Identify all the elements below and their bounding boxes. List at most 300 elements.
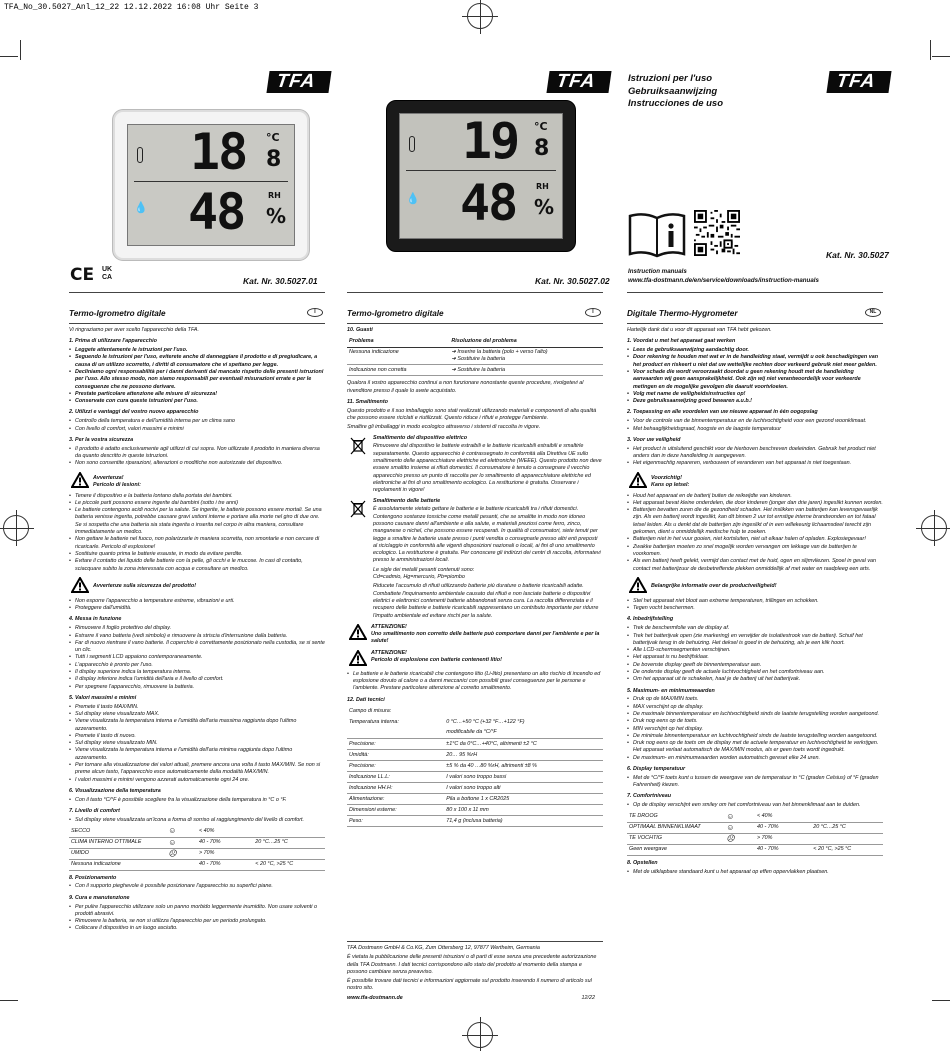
table-cell: Alimentazione: (347, 794, 444, 805)
instruction-manuals (628, 267, 819, 285)
bullet-list (69, 883, 325, 890)
section-heading: 8. Posizionamento (69, 874, 117, 881)
list-item: • Batterijen bevatten zuren die de gezondheid schaden. Het inslikken van batterijen kan levensgevaarlijk zijn. Als een batterij wordt ingeslikt, kan dit binnen 2 uur tot ernstige interne brandwonden en tot fataal letsel leiden. Als u denkt dat de batterijen zijn ingeslikt of in een willekeurig lichaamsdeel terecht zijn gekomen, dient u onmiddellijk medische hulp te zoeken. (627, 507, 883, 536)
footer-note: È possibile trovare dati tecnici e informazioni aggiornate sul prodotto inserendo il numero di articolo sul nostro sito. (347, 978, 592, 992)
list-item: • Viene visualizzata la temperatura interna e l'umidità dell'aria minima raggiunta dopo l'ultimo azzeramento. (69, 747, 325, 762)
temperature-unit: °C (266, 131, 280, 144)
table-cell: Indicazione HH.H: (347, 783, 444, 794)
table-cell: I valori sono troppo bassi (444, 772, 603, 783)
table-row (627, 812, 883, 823)
section-heading: 4. Inbedrijfstelling (627, 616, 674, 623)
bullet-list (627, 775, 883, 790)
tfa-logo: TFA (266, 71, 325, 93)
bullet-list (69, 704, 325, 784)
column-italian-2 (347, 308, 603, 827)
list-item: • Met de °C/°F toets kunt u tussen de weergave van de temperatuur in °C (graden Celsius) of °F (graden Fahrenheit) kiezen. (627, 775, 883, 790)
list-item: • Het apparaat is nu bedrijfsklaar. (627, 654, 883, 661)
divider (347, 292, 603, 293)
thermometer-icon (137, 147, 143, 163)
bullet-list (69, 797, 325, 804)
crop-mark (930, 40, 931, 60)
list-item: • Premete il tasto MAX/MIN. (69, 704, 325, 711)
list-item: • Trek de beschermfolie van de display af. (627, 625, 883, 632)
section-heading: 4. Messa in funzione (69, 616, 122, 623)
footer-address: TFA Dostmann GmbH & Co.KG, Zum Ottersberg 12, 97877 Wertheim, Germania (347, 945, 540, 951)
table-cell: ➔ Sostituire la batteria (449, 365, 603, 376)
table-cell: ±1°C da 0°C…+40°C, altrimenti ±2 °C (444, 739, 603, 750)
table-cell: 0 °C…+50 °C (+32 °F…+122 °F) (446, 718, 525, 725)
list-item: • Volg met name de veiligheidsinstructies op! (627, 391, 883, 398)
bullet-list (627, 493, 883, 573)
list-item: • Con il supporto pieghevole è possibile posizionare l'apparecchio su superfici piane. (69, 883, 325, 890)
paragraph: È assolutamente vietato gettare le batterie e le batterie ricaricabili tra i rifiuti domestici. Contengono sostanze tossiche come metalli pesanti, che se smaltite in modo non idoneo possono causare danni all'ambiente e alla salute, e materiali preziosi come ferro, zinco, manganese o nichel, che possono essere recuperati. In qualità di consumatori, siete tenuti per legge a smaltire le batterie usate presso i punti vendita o consegnarle presso altri enti preposti al riciclaggio in conformità alle vigenti disposizioni nazionali o locali, ai fini di uno smaltimento ecologico. La restituzione è gratuita. Per conoscere gli indirizzi dei centri di raccolta, informatevi presso le amministrazioni locali. (373, 506, 601, 564)
list-item: • Far di nuovo rientrare il vano batterie. Il coperchio è correttamente posizionato nella custodia, se si sente un clic. (69, 640, 325, 655)
section-heading: 6. Visualizzazione della temperatura (69, 787, 161, 794)
warning-line: Pericolo di lesioni: (93, 481, 141, 488)
warning-icon (71, 472, 89, 488)
table-row (69, 848, 325, 859)
crop-mark (932, 1000, 950, 1001)
arrow-text: ➔ Sostituire la batteria (451, 356, 506, 363)
bullet-list (627, 869, 883, 876)
table-cell (724, 845, 755, 856)
solution-text: Sostituire la batteria (457, 356, 506, 363)
table-cell: < 40% (197, 826, 253, 837)
list-item: • Lees de gebruiksaanwijzing aandachtig door. (627, 347, 883, 354)
footer-date: 12/22 (581, 994, 595, 1001)
table-cell: Temperatura interna: (349, 718, 399, 725)
column-dutch (627, 308, 883, 876)
block-title: Smaltimento delle batterie (373, 497, 441, 504)
paragraph: Qualora il vostro apparecchio continui a non funzionare nonostante queste procedure, rivolgetevi al rivenditore presso il quale lo avete acquistato. (347, 380, 584, 394)
list-item: • Leggete attentamente le istruzioni per l'uso. (69, 347, 325, 354)
smiley-icon: ☺ (166, 826, 197, 837)
list-item: • Seguendo le istruzioni per l'uso, eviterete anche di danneggiare il prodotto e di pregiudicare, a causa di un utilizzo scorretto, i diritti di consumatore che vi spettano per legge. (69, 354, 325, 369)
temperature-value: 19 (462, 112, 519, 170)
rh-label: RH (268, 191, 281, 200)
crossed-bin-icon (349, 500, 367, 518)
disposal-device-block (347, 435, 603, 495)
list-item: • Per tornare alla visualizzazione dei valori attuali, premere ancora una volta il tasto MAX/MIN. Se non si preme alcun tasto, l'apparecchio esce automaticamente dalla modalità MAX/MIN. (69, 762, 325, 777)
section-heading: 5. Maximum- en minimumwaarden (627, 687, 715, 694)
table-cell (347, 728, 444, 739)
table-cell: TE DROOG (627, 812, 724, 823)
section-heading: 8. Opstellen (627, 860, 658, 867)
table-row (347, 805, 603, 816)
list-item: • Sul display viene visualizzato MIN. (69, 740, 325, 747)
warning-line: ATTENZIONE! (371, 649, 407, 656)
disposal-battery-block (347, 498, 603, 620)
table-row (347, 347, 603, 365)
paragraph: Rimuovere dal dispositivo le batterie estraibili e le batterie ricaricabili estraibili e smaltirle separatamente. Questo apparecchio è contrassegnato in conformità alla Direttiva UE sullo smaltimento delle apparecchiature elettriche ed elettroniche (WEEE). Questo prodotto non deve essere smaltito insieme ai rifiuti domestici. Il consumatore è tenuto a consegnare il vecchio apparecchio presso un punto di raccolta per lo smaltimento di apparecchiature elettriche ed elettroniche ai fini di uno smaltimento ecologico. La restituzione è gratuita. Osservare i regolamenti in vigore! (373, 443, 602, 494)
kat-number-right: Kat. Nr. 30.5027 (826, 250, 889, 260)
warning-icon (71, 577, 89, 593)
warning-title: Avvertenze sulla sicurezza del prodotto! (93, 582, 197, 589)
section-heading: 9. Cura e manutenzione (69, 894, 130, 901)
table-header: Risoluzione del problema (449, 336, 603, 347)
section-title (347, 308, 603, 321)
table-header-row (347, 336, 603, 347)
table-cell: Precisione: (347, 739, 444, 750)
table-cell: TE VOCHTIG (627, 834, 724, 845)
list-item: • De bovenste display geeft de binnentemperatuur aan. (627, 662, 883, 669)
table-cell (444, 706, 603, 717)
lcd-display (399, 113, 563, 239)
table-cell: CLIMA INTERNO OTTIMALE (69, 837, 166, 848)
section-heading: 10. Guasti (347, 327, 373, 333)
registration-mark (921, 515, 947, 541)
title-text: Digitale Thermo-Hygrometer (627, 309, 738, 318)
warning-box (627, 472, 883, 490)
list-item: • Zwakke batterijen moeten zo snel mogelijk worden vervangen om lekkage van de batterijen te voorkomen. (627, 544, 883, 559)
table-cell: Nessuna indicazione (347, 347, 449, 365)
list-item: • Voor de controle van de binnentemperatuur en de luchtvochtigheid voor een gezond woonklimaat. (627, 418, 883, 425)
warning-box (347, 650, 603, 668)
table-cell: 20 °C…25 °C (253, 837, 325, 848)
bullet-list (627, 696, 883, 762)
list-item: • De minimale binnentemperatuur en luchtvochtigheid sinds de laatste terugstelling worden aangetoond. (627, 733, 883, 740)
table-row (69, 837, 325, 848)
footer-url[interactable]: www.tfa-dostmann.de (347, 994, 403, 1001)
table-cell: > 70% (755, 834, 811, 845)
block-title: Smaltimento del dispositivo elettrico (373, 434, 468, 441)
paragraph: Le sigle dei metalli pesanti contenuti sono: (373, 566, 475, 573)
bullet-list (69, 904, 325, 933)
divider (627, 323, 883, 324)
paragraph: Questo prodotto e il suo imballaggio sono stati realizzati utilizzando materiali e componenti di alta qualità che possono essere riciclati e riutilizzati. Questo riduce i rifiuti e protegge l'ambiente. (347, 407, 597, 422)
kat-number-mid: Kat. Nr. 30.5027.02 (535, 276, 610, 286)
temperature-decimal: 8 (266, 147, 282, 172)
table-row (347, 750, 603, 761)
table-cell: I valori sono troppo alti (444, 783, 603, 794)
table-cell: 20 °C…25 °C (811, 823, 883, 834)
instructions-es: Instrucciones de uso (628, 98, 724, 109)
bullet-list (69, 817, 325, 824)
instructions-nl: Gebruiksaanwijzing (628, 85, 718, 97)
column-italian-1 (69, 308, 325, 933)
table-row (627, 823, 883, 834)
table-row (347, 717, 603, 728)
bullet-list (627, 802, 883, 809)
section-heading: 3. Voor uw veiligheid (627, 436, 681, 443)
table-cell: Precisione: (347, 761, 444, 772)
troubleshooting-table (347, 336, 603, 376)
table-row (347, 706, 603, 717)
smiley-icon: ☺ (724, 823, 755, 834)
registration-mark (467, 1022, 493, 1048)
list-item: • Viene visualizzata la temperatura interna e l'umidità dell'aria massima raggiunta dopo l'ultimo azzeramento. (69, 718, 325, 733)
footer (347, 938, 603, 1005)
humidity-drop-icon: 💧 (134, 202, 148, 214)
table-cell: OPTIMAAL BINNENKLIMAAT (627, 823, 724, 834)
warning-line: Voorzichtig! (651, 474, 682, 481)
ce-mark: CE (70, 265, 95, 285)
table-cell: Dimensioni esterne: (347, 805, 444, 816)
table-row (69, 859, 325, 870)
comfort-table (69, 826, 325, 871)
table-row (347, 761, 603, 772)
list-item: • Estrarre il vano batteria (vedi simbolo) e rimuovere la striscia d'interruzione dalla batteria. (69, 633, 325, 640)
print-header: TFA_No_30.5027_Anl_12_22 12.12.2022 16:08 Uhr Seite 3 (4, 3, 259, 12)
warning-title (93, 472, 325, 490)
list-item: • Alle LCD-schermsegmenten verschijnen. (627, 647, 883, 654)
table-cell (449, 347, 603, 365)
list-item: • Het eigenmachtig repareren, verbouwen of veranderen van het apparaat is niet toegestaan. (627, 460, 883, 467)
table-cell: < 20 °C, >25 °C (253, 859, 325, 870)
table-cell: Geen weergave (627, 845, 724, 856)
table-row (347, 816, 603, 827)
section-heading: 12. Dati tecnici (347, 696, 385, 703)
list-item: • Sul display viene visualizzata un'icona a forma di sorriso al raggiungimento del livello di comfort. (69, 817, 325, 824)
list-item: • I valori massimi e minimi vengono azzerati automaticamente ogni 24 ore. (69, 777, 325, 784)
list-item: • Als een batterij heeft gelekt, vermijd dan contact met de huid, ogen en slijmvliezen. Spoel in geval van contact met batterijzuur de desbetreffende plekken onmiddellijk af met water en raadpleeg een arts. (627, 558, 883, 573)
table-row (347, 728, 603, 739)
table-cell: 40 - 70% (755, 845, 811, 856)
list-item: • Prestate particolare attenzione alle misure di sicurezza! (69, 391, 325, 398)
bullet-list (347, 671, 603, 693)
warning-line: Avvertenza! (93, 474, 124, 481)
warning-icon (629, 577, 647, 593)
list-item: • Het apparaat bevat kleine onderdelen, die door kinderen (jonger dan drie jaren) ingeslikt kunnen worden. (627, 500, 883, 507)
intro-text: Hartelijk dank dat u voor dit apparaat van TFA hebt gekozen. (627, 327, 772, 333)
list-item: • Sul display viene visualizzato MAX. (69, 711, 325, 718)
warning-icon (349, 650, 367, 666)
device-black-image (386, 100, 576, 252)
list-item: • Le batterie e le batterie ricaricabili che contengono litio (Li-litio) presentano un alto rischio di incendio ed esplosione dovuto al calore o a danni meccanici con possibili gravi conseguenze per le persone e l'ambiente. Prestare particolare attenzione al corretto smaltimento. (347, 671, 603, 693)
paragraph: Cd=cadmio, Hg=mercurio, Pb=piombo (373, 574, 465, 581)
temperature-unit: °C (534, 120, 548, 133)
manual-book-icon (628, 212, 686, 258)
list-item: • Batterijen niet in het vuur gooien, niet kortsluiten, niet uit elkaar halen of opladen. Explosiegevaar! (627, 536, 883, 543)
table-cell: ±5 % da 40 …80 %rH, altrimenti ±8 % (444, 761, 603, 772)
list-item: • Tegen vocht beschermen. (627, 605, 883, 612)
bullet-list (627, 347, 883, 405)
warning-box (69, 577, 325, 595)
manuals-link[interactable]: www.tfa-dostmann.de/en/service/downloads/instruction-manuals (628, 277, 819, 284)
paragraph: Riducete l'accumulo di rifiuti utilizzando batterie più durature o batterie ricaricabili adatte. Combattete l'inquinamento ambientale causato dai rifiuti e non lasciate batterie o dispositivi elettrici e elettronici contenenti batterie abbandonati senza cura. La raccolta differenziata e il recupero delle batterie e batterie ricaricabili rappresentano un contributo importante per ridurre l'impatto ambientale ed evitare rischi per la salute. (373, 583, 599, 619)
qr-code-image (694, 210, 740, 256)
bullet-list (627, 446, 883, 468)
table-cell (166, 859, 197, 870)
humidity-unit: % (534, 195, 555, 219)
instructions-title (628, 73, 723, 111)
list-item: • Il display superiore indica la temperatura interna. (69, 669, 325, 676)
list-item: • Non sono consentite riparazioni, alterazioni o modifiche non autorizzate del dispositivo. (69, 460, 325, 467)
table-cell: 71,4 g (inclusa batteria) (444, 816, 603, 827)
list-item: • Op de display verschijnt een smiley om het comfortniveau van het binnenklimaat aan te duiden. (627, 802, 883, 809)
bullet-list (627, 625, 883, 683)
crossed-bin-icon (349, 437, 367, 455)
table-row (69, 826, 325, 837)
section-heading: 2. Toepassing en alle voordelen van uw nieuwe apparaat in één oogopslag (627, 409, 818, 416)
bullet-list (69, 347, 325, 405)
list-item: • Le batterie contengono acidi nocivi per la salute. Se ingerite, le batterie possono essere mortali. Se una batteria venisse ingerita, potrebbe causare gravi ustioni interne e portare alla morte nel giro di due ore. Se si sospetta che una batteria sia stata ingerita o inserita nel corpo in altra maniera, consultare immediatamente un medico. (69, 507, 325, 536)
registration-mark (467, 3, 493, 29)
table-row (347, 365, 603, 376)
kat-number-left: Kat. Nr. 30.5027.01 (243, 276, 318, 286)
humidity-value: 48 (188, 183, 245, 241)
section-heading: 1. Voordat u met het apparaat gaat werken (627, 338, 736, 345)
table-cell (811, 834, 883, 845)
warning-line: Uno smaltimento non corretto delle batterie può comportare danni per l'ambiente e per la salute! (371, 631, 600, 645)
table-cell: Peso: (347, 816, 444, 827)
list-item: • Non esporre l'apparecchio a temperature estreme, vibrazioni e urti. (69, 598, 325, 605)
warning-line: Kans op letsel: (651, 481, 690, 488)
ukca-mark (98, 266, 116, 284)
section-heading: 2. Utilizzi e vantaggi del vostro nuovo apparecchio (69, 409, 199, 416)
bullet-list (69, 625, 325, 691)
lcd-display (127, 124, 295, 246)
table-row (347, 772, 603, 783)
list-item: • Il prodotto è adatto esclusivamente agli utilizzi di cui sopra. Non utilizzate il prodotto in maniera diversa da quanto descritto in queste istruzioni. (69, 446, 325, 461)
footer-row (347, 995, 603, 1005)
rh-label: RH (536, 182, 549, 191)
list-item: • Le piccole parti possono essere ingerite dai bambini (sotto i tre anni) (69, 500, 325, 507)
instructions-it: Istruzioni per l'uso (628, 73, 713, 84)
table-cell (811, 812, 883, 823)
list-item: • De maximum- en minimumwaarden worden automatisch gereset elke 24 uren. (627, 755, 883, 762)
table-cell: Indicazione non corretta (347, 365, 449, 376)
table-header: Problema (347, 336, 449, 347)
tfa-logo: TFA (826, 71, 885, 93)
device-white-image (113, 110, 309, 260)
table-row (627, 834, 883, 845)
section-heading: 7. Livello di comfort (69, 808, 120, 815)
list-item: • Collocare il dispositivo in un luogo asciutto. (69, 925, 325, 932)
paragraph: Smaltire gli imballaggi in modo ecologico attraverso i sistemi di raccolta in vigore. (347, 424, 541, 431)
table-cell: Indicazione LL.L: (347, 772, 444, 783)
list-item: • Het product is uitsluitend geschikt voor de hierboven beschreven doeleinden. Gebruik het product niet anders dan in deze handleiding is aangegeven. (627, 446, 883, 461)
divider (627, 292, 883, 293)
list-item: • Stel het apparaat niet bloot aan extreme temperaturen, trillingen en schokken. (627, 598, 883, 605)
list-item: • Druk op de MAX/MIN toets. (627, 696, 883, 703)
warning-box (347, 624, 603, 646)
table-cell (253, 826, 325, 837)
table-row (347, 739, 603, 750)
table-cell: Umidità: (347, 750, 444, 761)
table-cell: modificabile da °C/°F (444, 728, 603, 739)
list-item: • Voor schade die wordt veroorzaakt doordat u geen rekening houdt met de handleiding aanvaarden wij geen aansprakelijkheid. Ook zijn wij niet verantwoordelijk voor verkeerde metingen en de mogelijke gevolgen die daaruit voortvloeien. (627, 369, 883, 391)
list-item: • Con livello di comfort, valori massimi e minimi (69, 426, 325, 433)
bullet-list (69, 418, 325, 433)
list-item: • L'apparecchio è pronto per l'uso. (69, 662, 325, 669)
language-badge: NL (865, 308, 881, 317)
crop-mark (20, 40, 21, 60)
footer-copyright: È vietata la pubblicazione delle presenti istruzioni o di parti di esse senza una precedente autorizzazione della TFA Dostmann. I dati tecnici corrispondono allo stato del prodotto al momento della stampa e possono cambiare senza preavviso. (347, 954, 597, 975)
warning-title (651, 472, 883, 490)
table-cell (253, 848, 325, 859)
ukca-top: UK (101, 266, 113, 273)
comfort-table (627, 812, 883, 857)
language-badge: I (307, 308, 323, 317)
title-text: Termo-Igrometro digitale (347, 309, 444, 318)
divider (69, 292, 325, 293)
bullet-list (69, 446, 325, 468)
list-item: • Decliniamo ogni responsabilità per i danni derivanti dal mancato rispetto delle presenti istruzioni per l'uso. Allo stesso modo, non siamo responsabili per eventuali misurazioni errate e per le conseguenze che ne possono derivare. (69, 369, 325, 391)
instruction-manuals-label: Instruction manuals (628, 268, 687, 275)
list-item: • Rimuovere il foglio protettivo del display. (69, 625, 325, 632)
intro-text: Vi ringraziamo per aver scelto l'apparecchio della TFA. (69, 327, 199, 333)
list-item: • De maximale binnentemperatuur en luchtvochtigheid sinds de laatste terugstelling worden aangetoond. (627, 711, 883, 718)
list-item: • MIN verschijnt op het display. (627, 726, 883, 733)
list-item: • Door rekening te houden met wat er in de handleiding staat, vermijdt u ook beschadigingen van het product en riskeert u niet dat uw wettelijke rechten door verkeerd gebruik niet meer gelden. (627, 354, 883, 369)
section-heading: 3. Per la vostra sicurezza (69, 436, 134, 443)
list-item: • Deze gebruiksaanwijzing goed bewaren a.u.b.! (627, 398, 883, 405)
crop-mark (0, 1000, 18, 1001)
list-item: • Tutti i segmenti LCD appaiono contemporaneamente. (69, 654, 325, 661)
divider (347, 941, 603, 942)
section-heading: 7. Comfortniveau (627, 793, 672, 800)
list-item: • Druk nog eens op de toets om de display met de actuele temperatuur en luchtvochtigheid te verkrijgen. Het apparaat verlaat automatisch de MAX/MIN modus, als er geen toets wordt ingedrukt. (627, 740, 883, 755)
section-heading: 6. Display temperatuur (627, 766, 686, 773)
temperature-decimal: 8 (534, 136, 550, 161)
registration-mark (3, 515, 29, 541)
humidity-drop-icon: 💧 (406, 193, 420, 205)
list-item: • Evitare il contatto dei liquido delle batterie con la pelle, gli occhi e le mucose. In casi di contatto, sciacquare subito la zona interessata con acqua e consultare un medico. (69, 558, 325, 573)
divider (69, 323, 325, 324)
warning-line: ATTENZIONE! (371, 623, 407, 630)
table-cell: Campo di misura: (349, 707, 392, 714)
warning-title (371, 624, 603, 646)
table-cell: < 20 °C, >25 °C (811, 845, 883, 856)
solution-text: Sostituire la batteria (457, 366, 506, 373)
ukca-bottom: CA (101, 274, 113, 281)
list-item: • MAX verschijnt op de display. (627, 704, 883, 711)
section-title (69, 308, 325, 321)
language-badge: I (585, 308, 601, 317)
smiley-icon: ☺ (724, 812, 755, 823)
list-item: • Per pulire l'apparecchio utilizzare solo un panno morbido leggermente inumidito. Non usare solventi o prodotti abrasivi. (69, 904, 325, 919)
table-row (347, 794, 603, 805)
warning-icon (349, 624, 367, 640)
list-item: • Non gettare le batterie nel fuoco, non polarizzarle in maniera scorretta, non smontarle e non cercare di ricaricarle. Pericolo di esplosione! (69, 536, 325, 551)
list-item: • Conservate con cura queste istruzioni per l'uso. (69, 398, 325, 405)
list-item: • Proteggere dall'umidità. (69, 605, 325, 612)
list-item: • Tenere il dispositivo e la batteria lontano dalla portata dei bambini. (69, 493, 325, 500)
list-item: • Om het apparaat uit te schakelen, haal je de batterij uit het batterijvak. (627, 676, 883, 683)
table-cell: 80 x 100 x 11 mm (444, 805, 603, 816)
humidity-unit: % (266, 204, 287, 228)
list-item: • Per spegnere l'apparecchio, rimuovere la batteria. (69, 684, 325, 691)
bullet-list (627, 418, 883, 433)
table-cell: Nessuna indicazione (69, 859, 166, 870)
bullet-list (69, 493, 325, 573)
section-heading: 11. Smaltimento (347, 398, 388, 405)
table-cell: 20… 95 %rH (444, 750, 603, 761)
table-cell: 40 - 70% (197, 859, 253, 870)
list-item: • Trek het batterijvak open (zie markering) en verwijder de isolatiestrook van de batterij. Schuif het batterijvak terug in de behuizing. Het deksel is goed in de behuizing, als je een klik hoort. (627, 633, 883, 648)
section-title (627, 308, 883, 321)
bullet-list (627, 598, 883, 613)
table-cell: < 40% (755, 812, 811, 823)
tech-data-table (347, 706, 603, 828)
table-cell: 40 - 70% (755, 823, 811, 834)
warning-icon (629, 472, 647, 488)
warning-line: Pericolo di esplosione con batterie contenenti litio! (371, 656, 502, 663)
table-cell: UMIDO (69, 848, 166, 859)
list-item: • Il display inferiore indica l'umidità dell'aria e il livello di comfort. (69, 676, 325, 683)
arrow-text: ➔ Inserire la batteria (polo + verso l'alto) (451, 348, 548, 355)
temperature-value: 18 (190, 123, 247, 181)
tfa-logo: TFA (546, 71, 605, 93)
warning-title: Belangrijke informatie over de productveiligheid! (651, 582, 777, 589)
list-item: • Premete il tasto di nuovo. (69, 733, 325, 740)
warning-box (627, 577, 883, 595)
list-item: • Controllo della temperatura e dell'umidità interna per un clima sano (69, 418, 325, 425)
divider (347, 323, 603, 324)
table-row (347, 783, 603, 794)
smiley-icon: ☺ (166, 837, 197, 848)
